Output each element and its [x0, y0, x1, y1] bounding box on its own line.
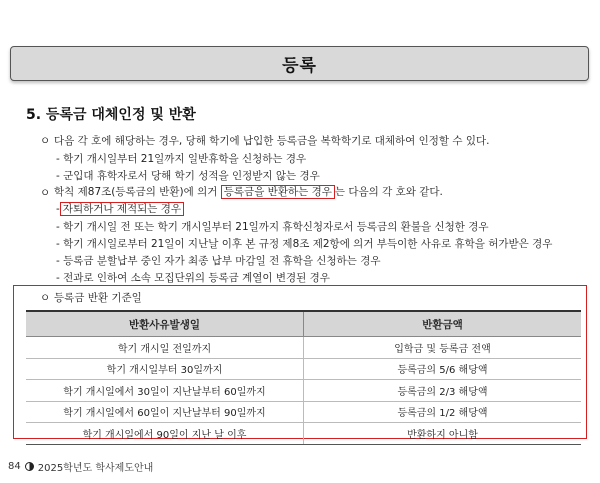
para2-item-4: - 등록금 분할납부 중인 자가 최종 납부 마감일 전 휴학을 신청하는 경우 [56, 255, 381, 267]
page-footer [8, 459, 153, 474]
cell-reason-date: 학기 개시일에서 60일이 지난날부터 90일까지 [26, 401, 304, 423]
page-title-banner [10, 46, 589, 81]
page-title: 등록 [282, 56, 317, 76]
cell-reason-date: 학기 개시일부터 30일까지 [26, 358, 304, 380]
para1-bullet: ㅇ [40, 135, 51, 147]
refund-basis-heading: 등록금 반환 기준일 [54, 292, 142, 304]
cell-reason-date: 학기 개시일에서 90일이 지난 날 이후 [26, 423, 304, 445]
para1-text: 다음 각 호에 해당하는 경우, 당해 학기에 납입한 등록금을 복학학기로 대체하여 인정할 수 있다. [54, 135, 490, 147]
half-circle-icon [25, 462, 34, 471]
table-row [26, 337, 581, 359]
para2-bullet: ㅇ [40, 187, 51, 199]
footer-title: 2025학년도 학사제도안내 [37, 463, 154, 474]
cell-refund-amount: 등록금의 1/2 해당액 [304, 401, 582, 423]
cell-refund-amount: 등록금의 5/6 해당액 [304, 358, 582, 380]
cell-reason-date: 학기 개시일에서 30일이 지난날부터 60일까지 [26, 380, 304, 402]
para2-item-3: - 학기 개시일로부터 21일이 지난날 이후 본 규정 제8조 제2항에 의거 부득이한 사유로 휴학을 허가받은 경우 [56, 238, 553, 250]
cell-refund-amount: 등록금의 2/3 해당액 [304, 380, 582, 402]
section-title: 5. 등록금 대체인정 및 반환 [26, 107, 196, 123]
para2-highlight-withdrawal: 자퇴하거나 제적되는 경우 [60, 202, 184, 216]
para2-item-2: - 학기 개시일 전 또는 학기 개시일부터 21일까지 휴학신청자로서 등록금의 환불을 신청한 경우 [56, 221, 489, 233]
table-row [26, 423, 581, 445]
para1-item-2: - 군입대 휴학자로서 당해 학기 성적을 인정받지 않는 경우 [56, 170, 320, 182]
col-header-reason-date: 반환사유발생일 [26, 311, 304, 337]
cell-refund-amount: 입학금 및 등록금 전액 [304, 337, 582, 359]
cell-reason-date: 학기 개시일 전일까지 [26, 337, 304, 359]
col-header-refund-amount: 반환금액 [304, 311, 582, 337]
page-number: 84 [8, 461, 21, 472]
para2-highlight-refund: 등록금을 반환하는 경우 [221, 185, 335, 199]
para1-item-1: - 학기 개시일부터 21일까지 일반휴학을 신청하는 경우 [56, 153, 307, 165]
table-header-row [26, 311, 581, 337]
para2-text [54, 184, 443, 199]
para2-text-pre: 학칙 제87조(등록금의 반환)에 의거 [54, 186, 221, 198]
para2-text-post: 는 다음의 각 호와 같다. [334, 186, 443, 198]
para2-item-1: - 자퇴하거나 제적되는 경우 [56, 201, 184, 216]
cell-refund-amount: 반환하지 아니함 [304, 423, 582, 445]
refund-table [26, 310, 581, 445]
table-row [26, 380, 581, 402]
para3-bullet: ㅇ [40, 292, 51, 304]
table-row [26, 358, 581, 380]
table-row [26, 401, 581, 423]
para2-item-5: - 전과로 인하여 소속 모집단위의 등록금 계열이 변경된 경우 [56, 272, 330, 284]
